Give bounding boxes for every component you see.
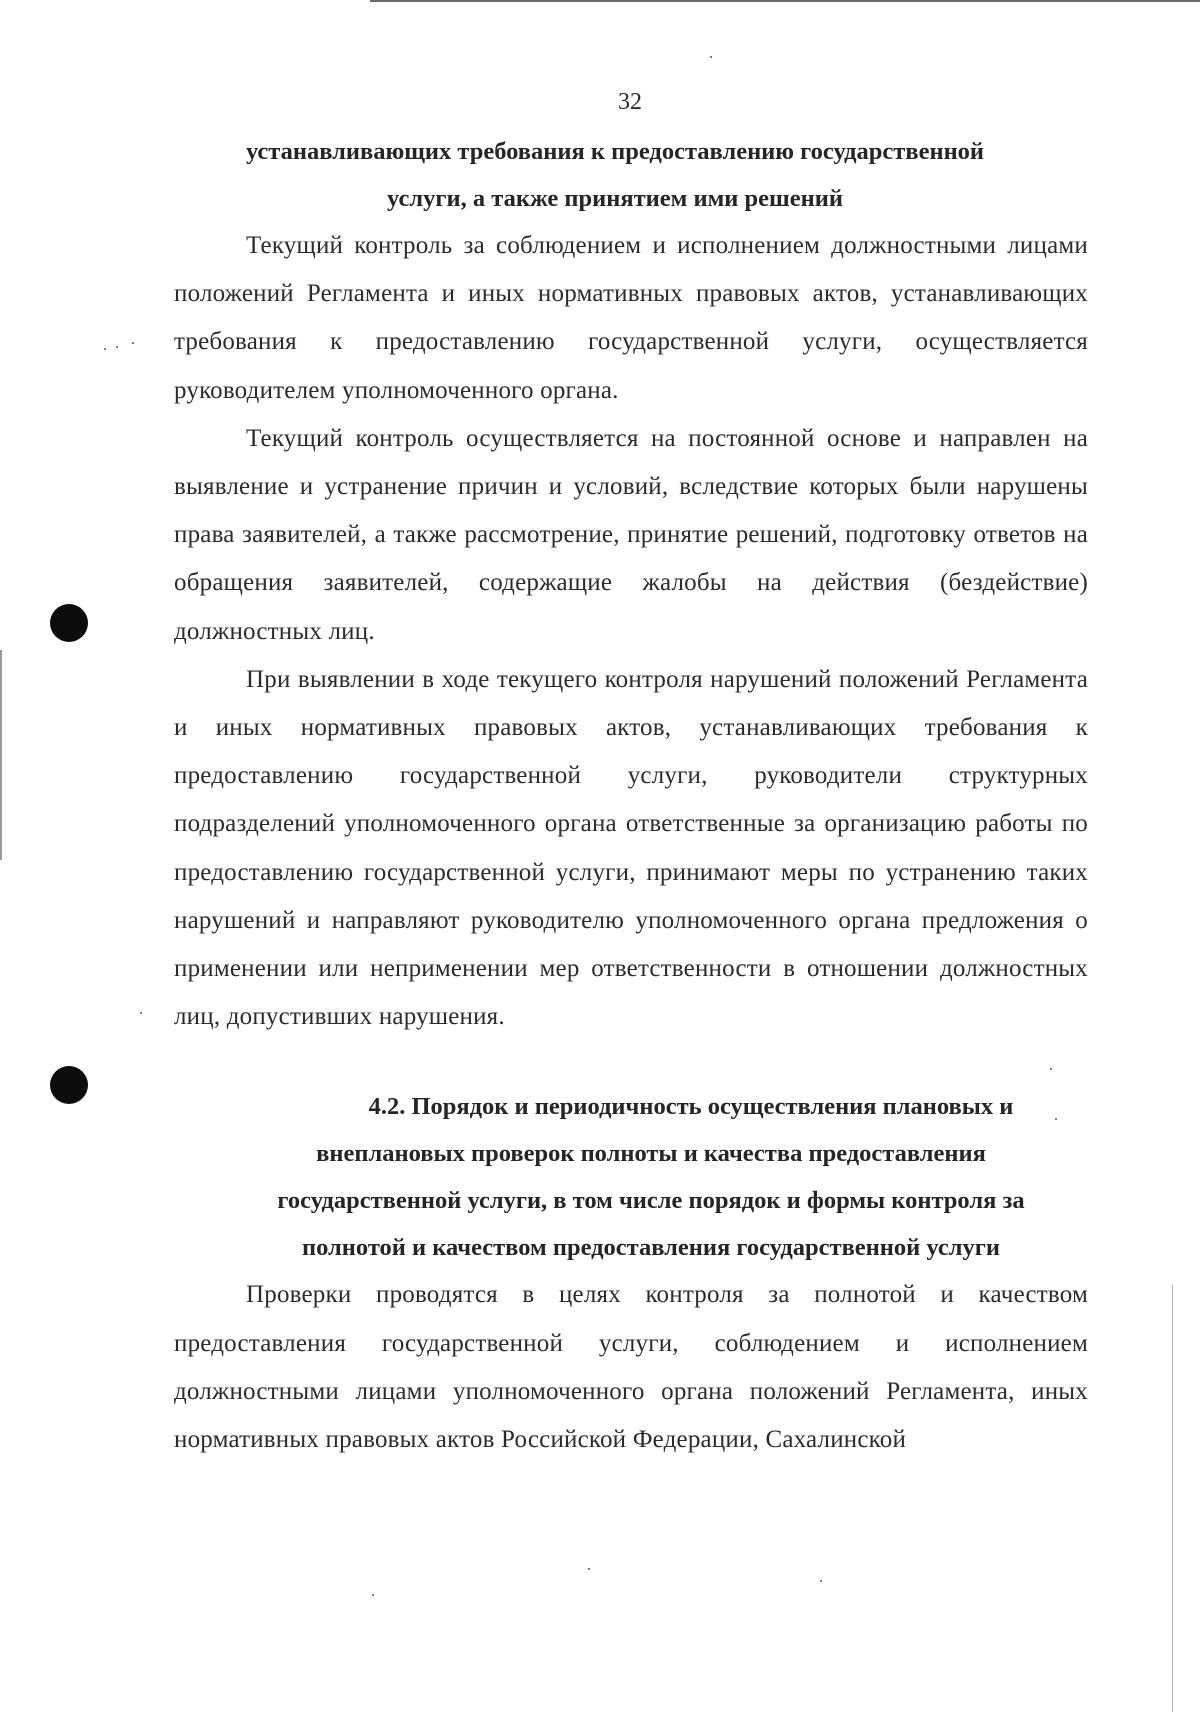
scan-speck <box>820 1580 822 1582</box>
heading-line: устанавливающих требования к предоставлению государственной <box>245 138 985 165</box>
scan-speck <box>104 348 106 350</box>
heading-line: полнотой и качеством предоставления государственной услуги <box>301 1234 1001 1262</box>
heading-line: внеплановых проверок полноты и качества предоставления <box>316 1140 986 1168</box>
section-heading-continued <box>166 128 1064 222</box>
heading-line: государственной услуги, в том числе порядок и формы контроля за <box>277 1187 1025 1215</box>
scan-speck <box>588 1568 590 1570</box>
scan-speck <box>132 342 134 344</box>
paragraph: Текущий контроль за соблюдением и исполнением должностными лицами положений Регламента и иных нормативных правовых актов, устанавливающих требования к предоставлению государственной услуги, осуществляется руководителем уполномоченного органа. <box>174 232 1088 404</box>
paragraph: Проверки проводятся в целях контроля за полнотой и качеством предоставления государственной услуги, соблюдением и исполнением должностными лицами уполномоченного органа положений Регламента, иных нормативных правовых актов Российской Федерации, Сахалинской <box>174 1281 1088 1454</box>
scan-speck <box>140 1012 142 1014</box>
scan-speck <box>116 346 118 348</box>
right-scan-edge <box>1172 1285 1173 1712</box>
paragraph: Текущий контроль осуществляется на постоянной основе и направлен на выявление и устранение причин и условий, вследствие которых были нарушены права заявителей, а также рассмотрение, принятие решений, подготовку ответов на обращения заявителей, содержащие жалобы на действия (бездействие) должностных лиц. <box>174 424 1088 645</box>
scan-speck <box>372 1594 374 1596</box>
scan-speck <box>710 56 712 58</box>
heading-line: услуги, а также принятием ими решений <box>387 185 843 212</box>
page-number: 32 <box>618 89 642 115</box>
heading-line: 4.2. Порядок и периодичность осуществления плановых и <box>368 1093 1014 1121</box>
top-scan-rule <box>370 0 1200 2</box>
binder-punch-hole-top <box>50 604 88 642</box>
section-heading-4-2 <box>182 1083 1080 1271</box>
paragraph: При выявлении в ходе текущего контроля нарушений положений Регламента и иных нормативных правовых актов, устанавливающих требования к предоставлению государственной услуги, руководители структурных подразделений уполномоченного органа ответственные за организацию работы по предоставлению государственной услуги, принимают меры по устранению таких нарушений и направляют руководителю уполномоченного органа предложения о применении или неприменении мер ответственности в отношении должностных лиц, допустивших нарушения. <box>174 665 1088 1031</box>
binder-punch-hole-bottom <box>50 1066 88 1104</box>
left-scan-edge <box>0 650 2 860</box>
document-body <box>174 128 1088 1464</box>
